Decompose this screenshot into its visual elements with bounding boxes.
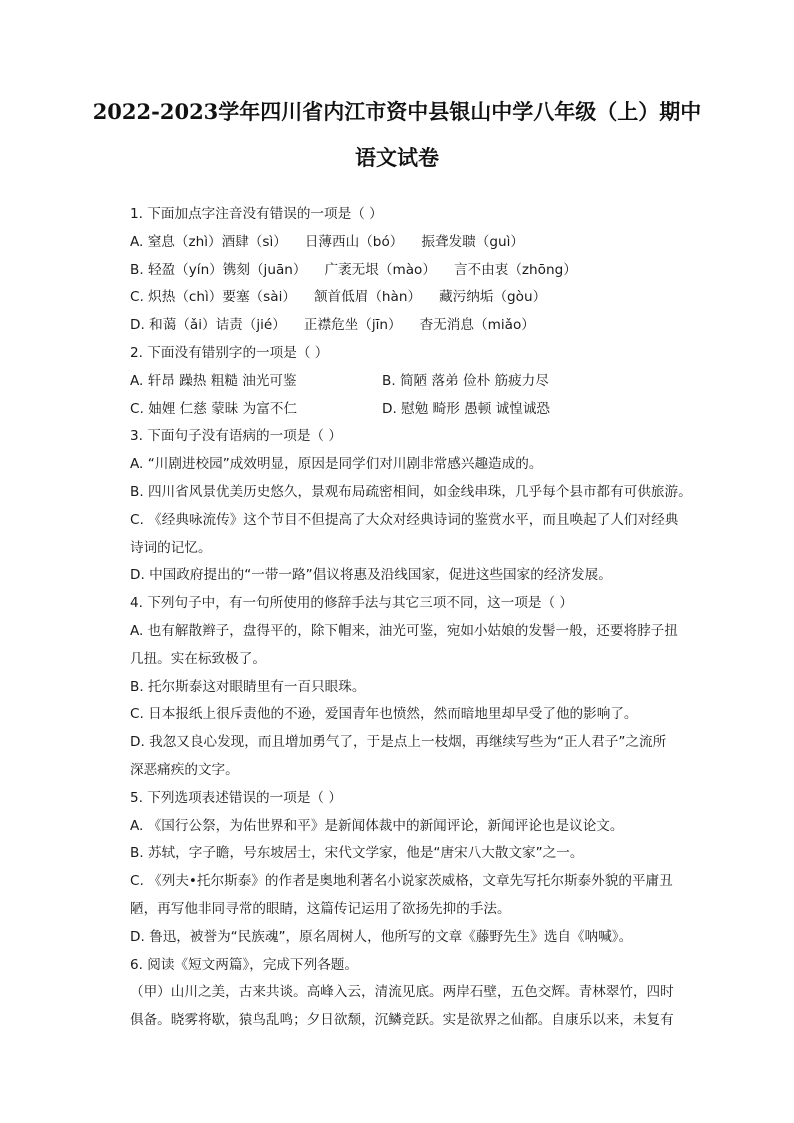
- exam-content: [130, 201, 696, 1035]
- question-3-option-a: A. “川剧进校园”成效明显，原因是同学们对川剧非常感兴趣造成的。: [130, 456, 543, 473]
- question-1-option-b: [130, 257, 696, 285]
- option-part: A. 窒息（zhì）酒肆（sì）: [130, 233, 287, 250]
- question-1-option-c: [130, 284, 696, 312]
- option-part: 日薄西山（bó）: [304, 233, 404, 250]
- option-part: 言不由衷（zhōng）: [453, 261, 577, 278]
- option-part: 广袤无垠（mào）: [324, 261, 436, 278]
- passage-line-2: 俱备。晓雾将歇，猿鸟乱鸣；夕日欲颓，沉鳞竞跃。实是欲界之仙都。自康乐以来，未复有: [130, 1012, 674, 1029]
- question-4-option-c: C. 日本报纸上很斥责他的不逊，爱国青年也愤然，然而暗地里却早受了他的影响了。: [130, 706, 638, 723]
- question-3-option-c-line-2: 诗词的记忆。: [130, 539, 212, 556]
- question-3-option-b: B. 四川省风景优美历史悠久，景观布局疏密相间，如金线串珠，几乎每个县市都有可供旅游。: [130, 483, 692, 500]
- question-2-options-row-2: [130, 396, 696, 424]
- question-2-option-a: A. 轩昂 躁热 粗糙 油光可鉴: [130, 372, 297, 389]
- question-5-option-a: A. 《国行公祭，为佑世界和平》是新闻体裁中的新闻评论，新闻评论也是议论文。: [130, 817, 624, 834]
- question-6-stem: 6. 阅读《短文两篇》，完成下列各题。: [130, 956, 358, 973]
- option-part: 正襟危坐（jīn）: [303, 317, 402, 334]
- question-2-option-b: B. 简陋 落弟 俭朴 筋疲力尽: [382, 372, 549, 389]
- question-4-option-a-line-1: A. 也有解散辫子，盘得平的，除下帽来，油光可鉴，宛如小姑娘的发髻一般，还要将脖子扭: [130, 622, 678, 639]
- question-4-option-d-line-2: 深恶痛疾的文字。: [130, 761, 239, 778]
- option-part: 杳无消息（miǎo）: [419, 317, 535, 334]
- question-4-stem: 4. 下列句子中，有一句所使用的修辞手法与其它三项不同，这一项是（ ）: [130, 595, 574, 612]
- question-2-options-row-1: [130, 368, 696, 396]
- exam-title-line-1: 2022-2023学年四川省内江市资中县银山中学八年级（上）期中: [92, 99, 702, 124]
- question-5-stem: 5. 下列选项表述错误的一项是（ ）: [130, 789, 342, 806]
- option-part: 振聋发聩（guì）: [421, 233, 524, 250]
- question-1-stem: 1. 下面加点字注音没有错误的一项是（ ）: [130, 206, 383, 222]
- question-5-option-b: B. 苏轼，字子瞻，号东坡居士，宋代文学家，他是“唐宋八大散文家”之一。: [130, 845, 584, 862]
- question-5-option-c-line-1: C. 《列夫•托尔斯泰》的作者是奥地利著名小说家茨威格，文章先写托尔斯泰外貌的平庸丑: [130, 873, 673, 890]
- question-2-stem: 2. 下面没有错别字的一项是（ ）: [130, 344, 329, 361]
- question-4-option-b: B. 托尔斯泰这对眼睛里有一百只眼珠。: [130, 678, 366, 695]
- question-4-option-a-line-2: 几扭。实在标致极了。: [130, 650, 266, 667]
- option-part: 颔首低眉（hàn）: [313, 289, 422, 306]
- question-4-option-d-line-1: D. 我忽又良心发现，而且增加勇气了，于是点上一枝烟，再继续写些为“正人君子”之流所: [130, 734, 667, 751]
- question-1-option-a: [130, 229, 696, 257]
- question-2-option-d: D. 慰勉 畸形 愚顿 诚惶诚恐: [382, 400, 551, 417]
- question-5-option-c-line-2: 陋，再写他非同寻常的眼睛，这篇传记运用了欲扬先抑的手法。: [130, 900, 511, 917]
- option-part: D. 和蔼（ǎi）诘责（jié）: [130, 317, 286, 334]
- question-1-option-d: [130, 312, 696, 340]
- question-3-option-d: D. 中国政府提出的“一带一路”倡议将惠及沿线国家，促进这些国家的经济发展。: [130, 567, 612, 584]
- question-3-option-c-line-1: C. 《经典咏流传》这个节目不但提高了大众对经典诗词的鉴赏水平，而且唤起了人们对经典: [130, 511, 679, 528]
- question-2-option-c: C. 妯娌 仁慈 蒙昧 为富不仁: [130, 400, 298, 417]
- passage-line-1: （甲）山川之美，古来共谈。高峰入云，清流见底。两岸石壁，五色交辉。青林翠竹，四时: [130, 984, 674, 1001]
- option-part: 藏污纳垢（gòu）: [439, 289, 547, 306]
- option-part: C. 炽热（chì）要塞（sài）: [130, 289, 296, 306]
- question-3-stem: 3. 下面句子没有语病的一项是（ ）: [130, 428, 342, 445]
- question-5-option-d: D. 鲁迅，被誉为“民族魂”，原名周树人，他所写的文章《藤野先生》选自《呐喊》。: [130, 928, 633, 945]
- exam-title-line-2: 语文试卷: [355, 145, 439, 170]
- option-part: B. 轻盈（yín）镌刻（juān）: [130, 261, 307, 278]
